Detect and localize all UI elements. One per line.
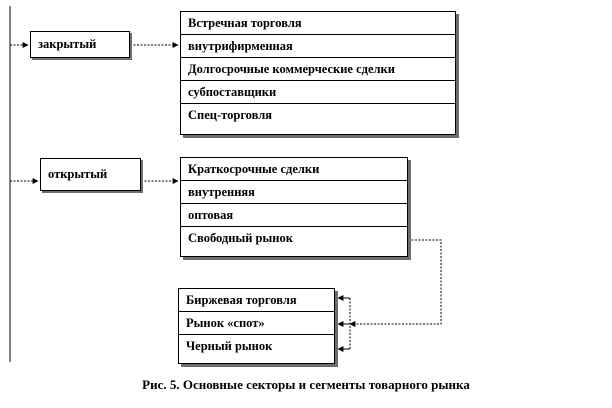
- open-segment-2: внутренняя: [181, 181, 407, 204]
- figure-caption: Рис. 5. Основные секторы и сегменты товарного рынка: [142, 377, 470, 392]
- open-segment-4: Свободный рынок: [188, 231, 293, 245]
- closed-segment-4: субпоставщики: [181, 81, 455, 104]
- free-market-segment-3: Черный рынок: [186, 339, 273, 353]
- free-market-segment-2: Рынок «спот»: [179, 312, 334, 335]
- free-market-segment-1: Биржевая торговля: [179, 289, 334, 312]
- sector-open-box: [40, 158, 141, 191]
- closed-segment-2: внутрифирменная: [181, 35, 455, 58]
- closed-segment-1: Встречная торговля: [181, 12, 455, 35]
- closed-segments-stack: [180, 11, 456, 135]
- free-market-segments-stack: [178, 288, 335, 364]
- closed-segment-3: Долгосрочные коммерческие сделки: [181, 58, 455, 81]
- sector-open-label: открытый: [48, 167, 108, 182]
- closed-segment-5: Спец-торговля: [188, 108, 272, 122]
- open-segment-3: оптовая: [181, 204, 407, 227]
- sector-closed-box: [30, 31, 130, 58]
- sector-closed-label: закрытый: [38, 37, 97, 52]
- open-segments-stack: [180, 157, 408, 257]
- open-segment-1: Краткосрочные сделки: [181, 158, 407, 181]
